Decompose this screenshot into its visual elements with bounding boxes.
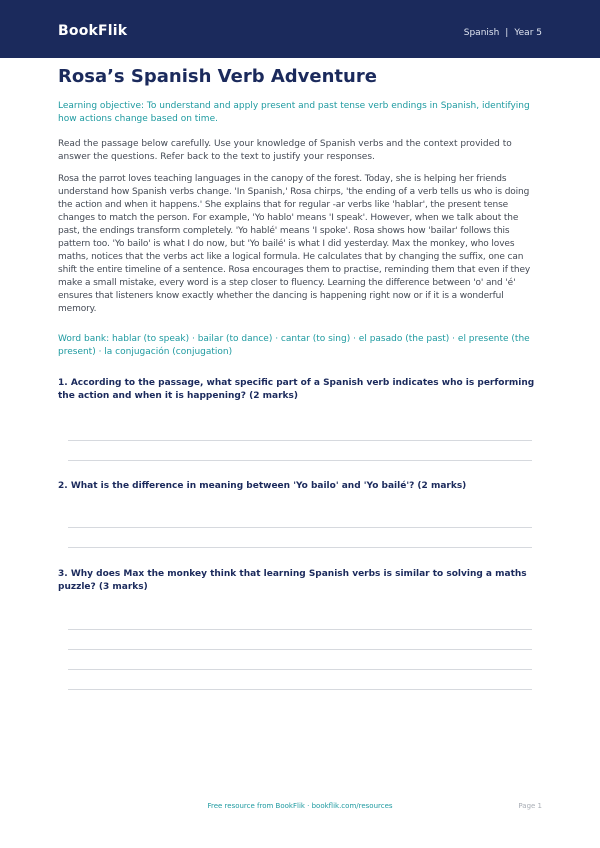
question-3: 3. Why does Max the monkey think that learning Spanish verbs is similar to solving a maths puzzle? (3 marks) bbox=[58, 569, 527, 592]
answer-line[interactable] bbox=[68, 629, 532, 630]
header-bar bbox=[0, 0, 600, 58]
brand-logo[interactable]: BookFlik bbox=[58, 23, 128, 39]
year-label: Year 5 bbox=[514, 28, 542, 38]
question-2: 2. What is the difference in meaning between 'Yo bailo' and 'Yo bailé'? (2 marks) bbox=[58, 481, 467, 491]
instructions: Read the passage below carefully. Use your knowledge of Spanish verbs and the context provided to answer the questions. Refer back to the text to justify your responses. bbox=[58, 139, 512, 162]
answer-line[interactable] bbox=[68, 669, 532, 670]
header-meta bbox=[464, 28, 542, 38]
answer-line[interactable] bbox=[68, 649, 532, 650]
meta-separator: | bbox=[505, 28, 509, 38]
question-1: 1. According to the passage, what specific part of a Spanish verb indicates who is performing the action and when it is happening? (2 marks) bbox=[58, 378, 535, 401]
answer-line[interactable] bbox=[68, 440, 532, 441]
word-bank: Word bank: hablar (to speak) · bailar (to dance) · cantar (to sing) · el pasado (the past) · el presente (the present) · la conjugación (conjugation) bbox=[58, 334, 530, 357]
answer-line[interactable] bbox=[68, 547, 532, 548]
reading-passage: Rosa the parrot loves teaching languages in the canopy of the forest. Today, she is helping her friends understand how Spanish verbs change. 'In Spanish,' Rosa chirps, 'the ending of a verb tells us who is doing the action and when it happens.' She explains that for regular -ar verbs like 'hablar', the present tense changes to match the person. For example, 'Yo hablo' means 'I speak'. However, when we talk about the past, the endings transform completely. 'Yo hablé' means 'I spoke'. Rosa shows how 'bailar' follows this pattern too. 'Yo bailo' is what I do now, but 'Yo bailé' is what I did yesterday. Max the monkey, who loves maths, notices that the verbs act like a logical formula. He calculates that by changing the suffix, one can shift the entire timeline of a sentence. Rosa encourages them to practise, reminding them that even if they make a small mistake, every word is a step closer to fluency. Learning the difference between 'o' and 'é' ensures that listeners know exactly whether the dancing is happening right now or if it is a wonderful memory. bbox=[58, 174, 531, 314]
learning-objective: Learning objective: To understand and apply present and past tense verb endings in Spanish, identifying how actions change based on time. bbox=[58, 101, 530, 124]
footer-link[interactable]: Free resource from BookFlik · bookflik.com/resources bbox=[207, 802, 393, 810]
answer-line[interactable] bbox=[68, 527, 532, 528]
answer-line[interactable] bbox=[68, 460, 532, 461]
page-number: Page 1 bbox=[518, 802, 542, 810]
subject-label: Spanish bbox=[463, 28, 500, 38]
page-title: Rosa’s Spanish Verb Adventure bbox=[58, 66, 377, 87]
answer-line[interactable] bbox=[68, 689, 532, 690]
